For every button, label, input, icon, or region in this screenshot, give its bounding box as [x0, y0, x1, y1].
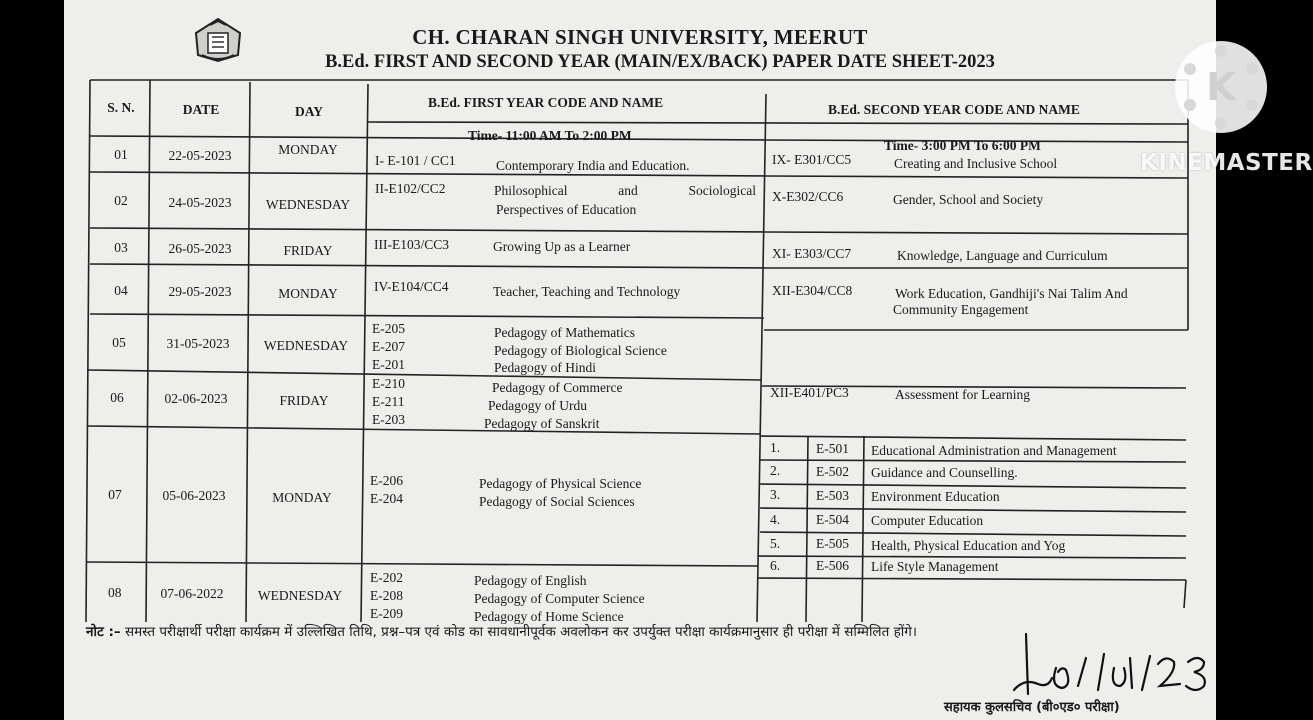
row-04-fy-code: IV-E104/CC4 [374, 279, 449, 294]
row-04-fy-name: Teacher, Teaching and Technology [493, 284, 681, 299]
row-02-fy-name-line2: Perspectives of Education [496, 202, 637, 217]
row-05-fy-code-1: E-205 [372, 321, 405, 336]
row-03-date: 26-05-2023 [168, 241, 232, 256]
note-label: नोट :– [86, 624, 121, 640]
row-05-day: WEDNESDAY [263, 338, 349, 353]
row-07-sy-code-6: E-506 [816, 558, 849, 573]
row-05-fy-name-2: Pedagogy of Biological Science [494, 343, 667, 358]
row-08-day: WEDNESDAY [257, 588, 343, 603]
row-03-fy-code: III-E103/CC3 [374, 237, 449, 252]
row-06-fy-code-1: E-210 [372, 376, 405, 391]
row-05-fy-code-2: E-207 [372, 339, 405, 354]
row-07-sy-no-5: 5. [770, 536, 781, 551]
row-07-fy-code-2: E-204 [370, 491, 403, 506]
row-02-fy-name: Philosophical and Sociological [494, 183, 756, 198]
row-07-sy-name-5: Health, Physical Education and Yog [871, 538, 1066, 553]
row-01-fy-code: I- E-101 / CC1 [375, 153, 456, 168]
col-header-first-year: B.Ed. FIRST YEAR CODE AND NAME [428, 95, 664, 110]
row-05-fy-name-3: Pedagogy of Hindi [494, 360, 596, 375]
row-07-sy-no-1: 1. [770, 440, 781, 455]
row-05-sn: 05 [112, 335, 126, 350]
row-07-sy-no-2: 2. [770, 463, 781, 478]
row-07-sy-no-4: 4. [770, 512, 781, 527]
kinemaster-logo-letter: K [1206, 65, 1236, 109]
row-05-fy-name-1: Pedagogy of Mathematics [494, 325, 635, 340]
row-07-fy-code-1: E-206 [370, 473, 403, 488]
row-08-sn: 08 [108, 585, 122, 600]
row-04-sy-name-line2: Community Engagement [893, 302, 1029, 317]
row-07-sy-name-2: Guidance and Counselling. [871, 465, 1018, 480]
row-08-fy-code-1: E-202 [370, 570, 403, 585]
row-03-sy-name: Knowledge, Language and Curriculum [897, 248, 1108, 263]
kinemaster-logo-icon [1174, 40, 1268, 134]
row-08-fy-name-3: Pedagogy of Home Science [474, 609, 624, 624]
university-name: CH. CHARAN SINGH UNIVERSITY, MEERUT [412, 25, 868, 49]
row-06-fy-code-3: E-203 [372, 412, 405, 427]
row-03-day: FRIDAY [283, 243, 333, 258]
second-year-time: Time- 3:00 PM To 6:00 PM [884, 138, 1041, 153]
handwritten-signature-date [1004, 628, 1214, 708]
row-02-sn: 02 [114, 193, 128, 208]
row-06-sy-name: Assessment for Learning [895, 387, 1030, 402]
row-06-day: FRIDAY [279, 393, 329, 408]
row-06-fy-name-1: Pedagogy of Commerce [492, 380, 623, 395]
row-01-fy-name: Contemporary India and Education. [496, 158, 690, 173]
row-04-sy-code: XII-E304/CC8 [772, 283, 853, 298]
row-07-sy-code-2: E-502 [816, 464, 849, 479]
row-07-sn: 07 [108, 487, 122, 502]
row-02-sy-code: X-E302/CC6 [772, 189, 844, 204]
row-01-date: 22-05-2023 [168, 148, 232, 163]
sheet-title: B.Ed. FIRST AND SECOND YEAR (MAIN/EX/BACK) PAPER DATE SHEET-2023 [325, 52, 995, 72]
row-06-fy-code-2: E-211 [372, 394, 405, 409]
row-07-fy-name-2: Pedagogy of Social Sciences [479, 494, 635, 509]
row-05-fy-code-3: E-201 [372, 357, 405, 372]
row-06-fy-name-3: Pedagogy of Sanskrit [484, 416, 600, 431]
row-07-date: 05-06-2023 [162, 488, 226, 503]
row-08-date: 07-06-2022 [160, 586, 224, 601]
row-04-date: 29-05-2023 [168, 284, 232, 299]
row-02-fy-code: II-E102/CC2 [375, 181, 446, 196]
row-08-fy-name-1: Pedagogy of English [474, 573, 587, 588]
row-03-sn: 03 [114, 240, 128, 255]
row-03-sy-code: XI- E303/CC7 [772, 246, 852, 261]
row-01-day: MONDAY [278, 142, 338, 157]
note-text: समस्त परीक्षार्थी परीक्षा कार्यक्रम में उल्लिखित तिथि, प्रश्न–पत्र एवं कोड का सावधानीपूर्वक अवलोकन कर उपर्युक्त परीक्षा कार्यक्रमानुसार ही परीक्षा में सम्मिलित होंगे। [124, 624, 917, 640]
row-03-fy-name: Growing Up as a Learner [493, 239, 631, 254]
row-06-fy-name-2: Pedagogy of Urdu [488, 398, 587, 413]
row-06-sn: 06 [110, 390, 124, 405]
row-07-fy-name-1: Pedagogy of Physical Science [479, 476, 642, 491]
assistant-registrar-designation: सहायक कुलसचिव (बी०एड० परीक्षा) [944, 700, 1120, 715]
row-07-sy-code-3: E-503 [816, 488, 849, 503]
row-07-sy-no-3: 3. [770, 487, 781, 502]
row-01-sn: 01 [114, 147, 128, 162]
row-04-day: MONDAY [278, 286, 338, 301]
row-04-sn: 04 [114, 283, 128, 298]
row-07-sy-name-3: Environment Education [871, 489, 1000, 504]
row-04-sy-name: Work Education, Gandhiji's Nai Talim And [895, 286, 1128, 301]
col-header-second-year: B.Ed. SECOND YEAR CODE AND NAME [828, 102, 1080, 117]
row-07-sy-no-6: 6. [770, 558, 781, 573]
row-07-sy-code-4: E-504 [816, 512, 849, 527]
col-header-date: DATE [182, 102, 220, 117]
kinemaster-watermark-text: KINEMASTER [1140, 150, 1313, 176]
row-02-sy-name: Gender, School and Society [893, 192, 1044, 207]
row-07-sy-name-4: Computer Education [871, 513, 984, 528]
col-header-sn: S. N. [107, 100, 135, 115]
row-01-sy-name: Creating and Inclusive School [894, 156, 1058, 171]
col-header-day: DAY [294, 104, 323, 119]
row-07-sy-name-6: Life Style Management [871, 559, 999, 574]
row-08-fy-code-2: E-208 [370, 588, 403, 603]
row-06-sy-code: XII-E401/PC3 [770, 385, 849, 400]
date-sheet-document [64, 0, 1313, 720]
row-07-sy-name-1: Educational Administration and Management [871, 443, 1117, 458]
row-02-day: WEDNESDAY [265, 197, 351, 212]
row-08-fy-code-3: E-209 [370, 606, 403, 621]
row-05-date: 31-05-2023 [166, 336, 230, 351]
row-07-day: MONDAY [272, 490, 332, 505]
row-01-sy-code: IX- E301/CC5 [772, 152, 852, 167]
row-07-sy-code-5: E-505 [816, 536, 849, 551]
row-06-date: 02-06-2023 [164, 391, 228, 406]
row-08-fy-name-2: Pedagogy of Computer Science [474, 591, 645, 606]
row-02-date: 24-05-2023 [168, 195, 232, 210]
row-07-sy-code-1: E-501 [816, 441, 849, 456]
first-year-time: Time- 11:00 AM To 2:00 PM [468, 128, 632, 143]
